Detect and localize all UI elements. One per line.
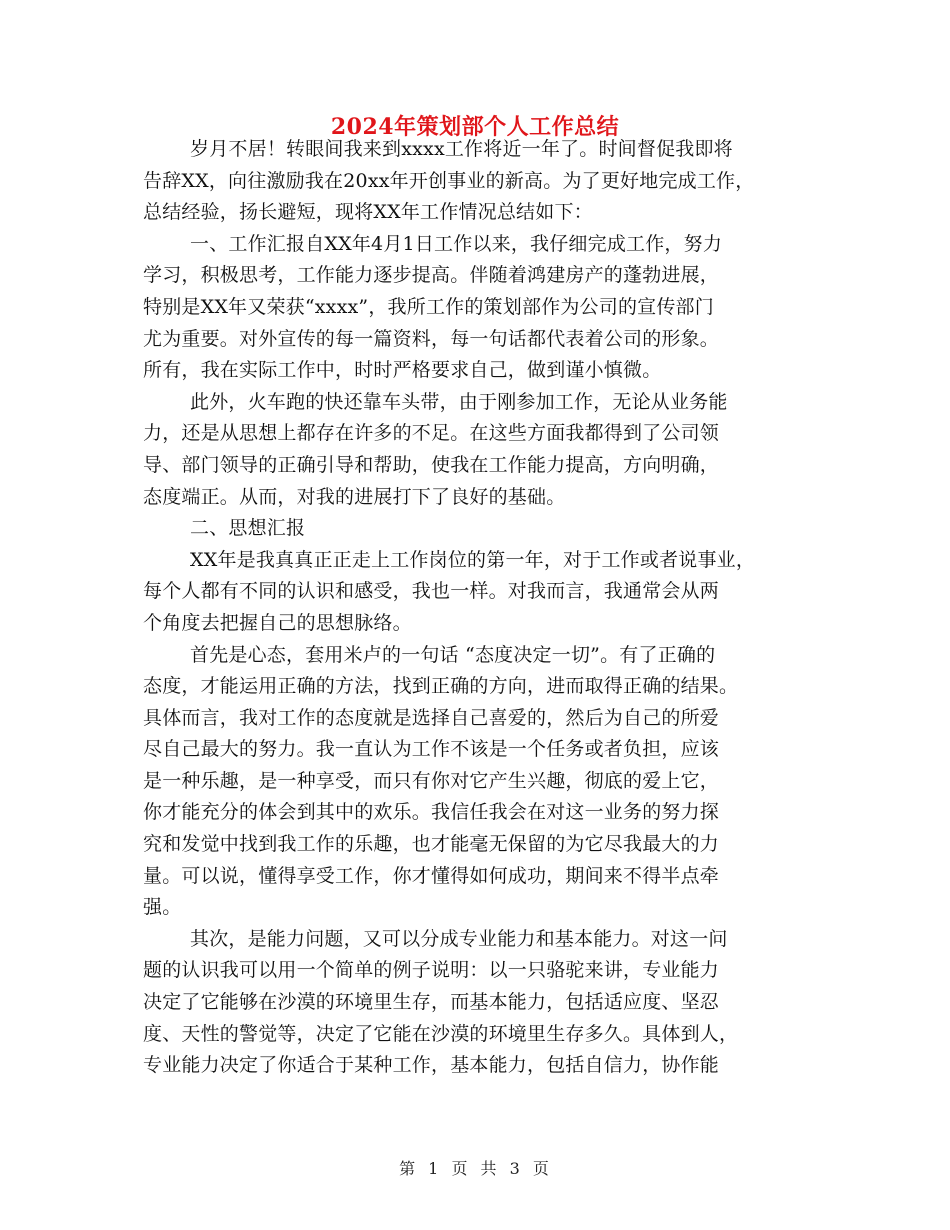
text-line: XX年是我真真正正走上工作岗位的第一年，对于工作或者说事业，	[190, 548, 756, 571]
text-line: 是一种乐趣，是一种享受，而只有你对它产生兴趣，彻底的爱上它，	[143, 769, 720, 792]
text-line: 总结经验，扬长避短，现将XX年工作情况总结如下：	[143, 201, 593, 224]
text-line: 尽自己最大的努力。我一直认为工作不该是一个任务或者负担，应该	[143, 738, 720, 761]
text-line: 具体而言，我对工作的态度就是选择自己喜爱的，然后为自己的所爱	[143, 706, 720, 729]
text-line: 态度，才能运用正确的方法，找到正确的方向，进而取得正确的结果。	[143, 675, 739, 698]
text-line: 学习，积极思考，工作能力逐步提高。伴随着鸿建房产的蓬勃进展，	[143, 264, 720, 287]
text-line: 此外，火车跑的快还靠车头带，由于刚参加工作，无论从业务能	[190, 390, 728, 413]
text-line: 究和发觉中找到我工作的乐趣，也才能毫无保留的为它尽我最大的力	[143, 833, 720, 856]
text-line: 个角度去把握自己的思想脉络。	[143, 611, 412, 634]
text-line: 专业能力决定了你适合于某种工作，基本能力，包括自信力，协作能	[143, 1054, 720, 1077]
document-body	[143, 134, 808, 1082]
text-line: 态度端正。从而，对我的进展打下了良好的基础。	[143, 485, 566, 508]
text-line: 每个人都有不同的认识和感受，我也一样。对我而言，我通常会从两	[143, 580, 720, 603]
page-footer: 第 1 页 共 3 页	[399, 1159, 551, 1178]
text-line: 告辞XX，向往激励我在20xx年开创事业的新高。为了更好地完成工作，	[143, 169, 755, 192]
text-line: 度、天性的警觉等，决定了它能在沙漠的环境里生存多久。具体到人，	[143, 1022, 739, 1045]
text-line: 首先是心态，套用米卢的一句话 “态度决定一切”。有了正确的	[190, 643, 716, 666]
text-line: 尤为重要。对外宣传的每一篇资料，每一句话都代表着公司的形象。	[143, 327, 720, 350]
text-line: 其次，是能力问题，又可以分成专业能力和基本能力。对这一问	[190, 927, 728, 950]
text-line: 题的认识我可以用一个简单的例子说明：以一只骆驼来讲，专业能力	[143, 959, 720, 982]
text-line: 二、思想汇报	[190, 517, 306, 540]
text-line: 强。	[143, 896, 182, 919]
text-line: 岁月不居！转眼间我来到xxxx工作将近一年了。时间督促我即将	[190, 138, 733, 160]
document-title: 2024年策划部个人工作总结	[330, 114, 620, 140]
text-line: 你才能充分的体会到其中的欢乐。我信任我会在对这一业务的努力探	[143, 801, 720, 824]
text-line: 量。可以说，懂得享受工作，你才懂得如何成功，期间来不得半点牵	[143, 864, 720, 887]
text-line: 决定了它能够在沙漠的环境里生存，而基本能力，包括适应度、坚忍	[143, 991, 720, 1014]
text-line: 特别是XX年又荣获“xxxx”，我所工作的策划部作为公司的宣传部门	[143, 295, 714, 318]
text-line: 所有，我在实际工作中，时时严格要求自己，做到谨小慎微。	[143, 359, 662, 382]
text-line: 一、工作汇报自XX年4月1日工作以来，我仔细完成工作，努力	[190, 232, 723, 255]
text-line: 力，还是从思想上都存在许多的不足。在这些方面我都得到了公司领	[143, 422, 720, 445]
text-line: 导、部门领导的正确引导和帮助，使我在工作能力提高，方向明确，	[143, 453, 720, 476]
